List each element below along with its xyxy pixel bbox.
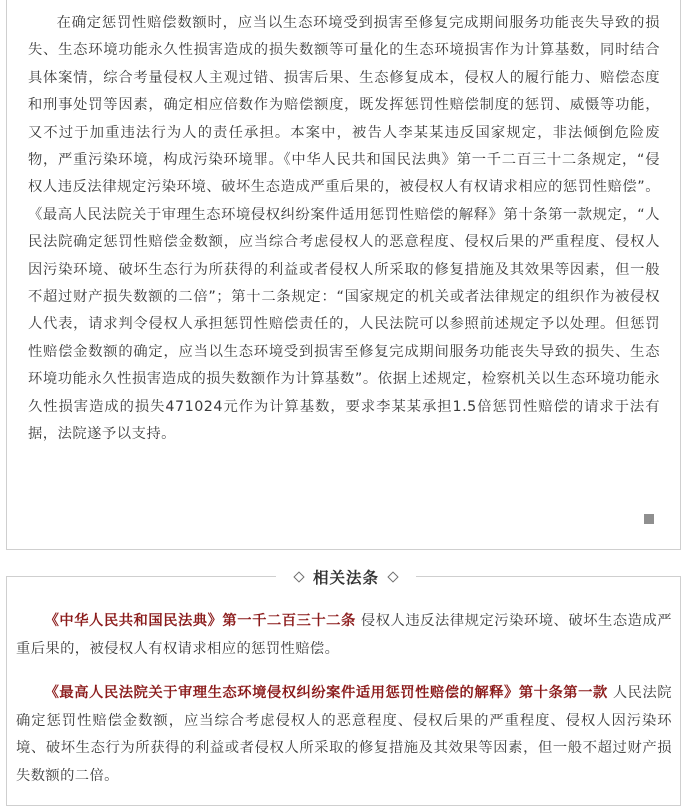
law-text: 人民法院确定惩罚性赔偿金数额，应当综合考虑侵权人的恶意程度、侵权后果的严重程度、侵权人因污染环境、破坏生态行为所获得的利益或者侵权人所采取的修复措施及其效果等因素，但一般不超过财产损失数额的二倍。 <box>16 685 672 784</box>
diamond-right-icon <box>387 571 398 582</box>
end-square-icon <box>644 514 654 524</box>
law-citation: 《中华人民共和国民法典》第一千二百三十二条 <box>44 613 356 629</box>
law-text: 侵权人违反法律规定污染环境、破坏生态造成严重后果的，被侵权人有权请求相应的惩罚性赔偿。 <box>16 613 672 657</box>
related-laws-heading-wrap <box>276 563 416 591</box>
case-analysis-paragraph: 在确定惩罚性赔偿数额时，应当以生态环境受到损害至修复完成期间服务功能丧失导致的损失、生态环境功能永久性损害造成的损失数额等可量化的生态环境损害作为计算基数，同时结合具体案情，综合考量侵权人主观过错、损害后果、生态修复成本，侵权人的履行能力、赔偿态度和刑事处罚等因素，确定相应倍数作为赔偿额度，既发挥惩罚性赔偿制度的惩罚、威慑等功能，又不过于加重违法行为人的责任承担。本案中，被告人李某某违反国家规定，非法倾倒危险废物，严重污染环境，构成污染环境罪。《中华人民共和国民法典》第一千二百三十二条规定，“侵权人违反法律规定污染环境、破坏生态造成严重后果的，被侵权人有权请求相应的惩罚性赔偿”。《最高人民法院关于审理生态环境侵权纠纷案件适用惩罚性赔偿的解释》第十条第一款规定，“人民法院确定惩罚性赔偿金数额，应当综合考虑侵权人的恶意程度、侵权后果的严重程度、侵权人因污染环境、破坏生态行为所获得的利益或者侵权人所采取的修复措施及其效果等因素，但一般不超过财产损失数额的二倍”；第十二条规定：“国家规定的机关或者法律规定的组织作为被侵权人代表，请求判令侵权人承担惩罚性赔偿责任的，人民法院可以参照前述规定予以处理。但惩罚性赔偿金数额的确定，应当以生态环境受到损害至修复完成期间服务功能丧失导致的损失、生态环境功能永久性损害造成的损失数额作为计算基数”。依据上述规定，检察机关以生态环境功能永久性损害造成的损失471024元作为计算基数，要求李某某承担1.5倍惩罚性赔偿的请求于法有据，法院遂予以支持。 <box>28 15 660 443</box>
law-citation: 《最高人民法院关于审理生态环境侵权纠纷案件适用惩罚性赔偿的解释》第十条第一款 <box>44 685 608 701</box>
law-item <box>16 608 672 663</box>
law-item <box>16 680 672 790</box>
related-laws-heading: 相关法条 <box>312 569 379 587</box>
diamond-left-icon <box>293 571 304 582</box>
